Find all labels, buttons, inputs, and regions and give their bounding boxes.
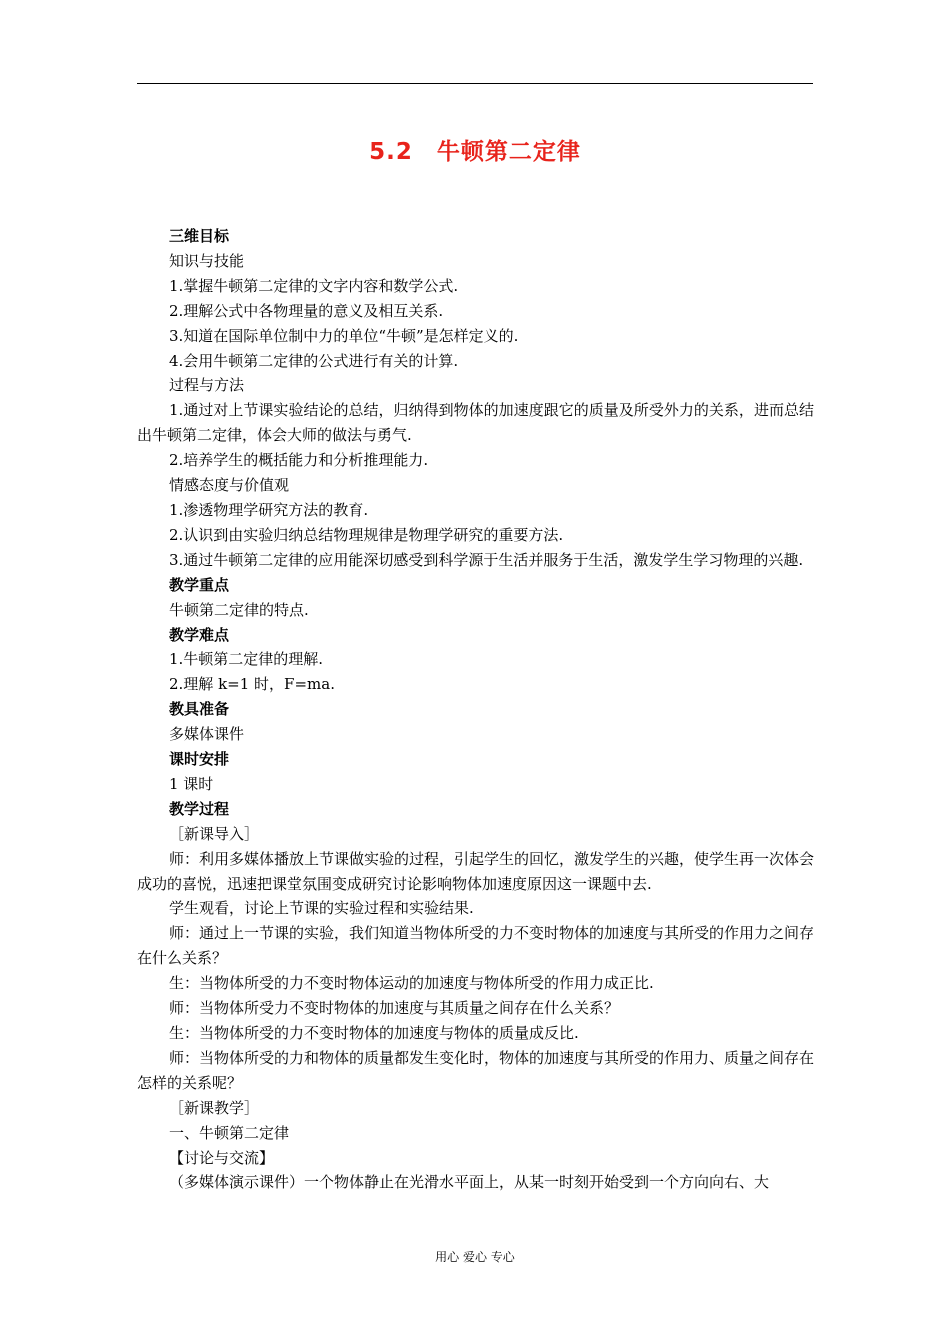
header-rule <box>137 83 813 84</box>
text-line: 多媒体课件 <box>169 725 245 744</box>
text-line: 1 课时 <box>169 774 214 793</box>
section-heading: 课时安排 <box>169 750 230 769</box>
text-line: 牛顿第二定律的特点. <box>169 600 309 619</box>
paragraph: 1.通过对上节课实验结论的总结，归纳得到物体的加速度跟它的质量及所受外力的关系，进而总结出牛顿第二定律，体会大师的做法与勇气. <box>137 401 814 445</box>
paragraph: 师：通过上一节课的实验，我们知道当物体所受的力不变时物体的加速度与其所受的作用力之间存在什么关系？ <box>137 924 815 968</box>
text-line: 生：当物体所受的力不变时物体的加速度与物体的质量成反比. <box>169 1024 579 1042</box>
document-body <box>137 224 814 1195</box>
page-footer: 用心 爱心 专心 <box>435 1250 515 1264</box>
paragraph: 3.通过牛顿第二定律的应用能深切感受到科学源于生活并服务于生活，激发学生学习物理的兴趣. <box>169 550 804 569</box>
text-line: 1.掌握牛顿第二定律的文字内容和数学公式. <box>169 276 459 295</box>
section-heading: 教学重点 <box>169 575 230 594</box>
text-line: ［新课教学］ <box>169 1098 260 1117</box>
text-line: 知识与技能 <box>169 251 245 270</box>
text-line: 2.理解公式中各物理量的意义及相互关系. <box>169 301 444 320</box>
text-line: ［新课导入］ <box>169 824 260 843</box>
section-heading: 教具准备 <box>169 700 230 719</box>
paragraph: 师：利用多媒体播放上节课做实验的过程，引起学生的回忆，激发学生的兴趣，使学生再一次体会成功的喜悦，迅速把课堂氛围变成研究讨论影响物体加速度原因这一课题中去. <box>137 849 815 893</box>
paragraph: 师：当物体所受的力和物体的质量都发生变化时，物体的加速度与其所受的作用力、质量之间存在怎样的关系呢？ <box>137 1048 815 1092</box>
text-line: 4.会用牛顿第二定律的公式进行有关的计算. <box>169 351 459 370</box>
text-line: 【讨论与交流】 <box>169 1148 275 1167</box>
text-line: 情感态度与价值观 <box>169 476 290 495</box>
text-line: （多媒体演示课件）一个物体静止在光滑水平面上，从某一时刻开始受到一个方向向右、大 <box>169 1173 770 1192</box>
text-line: 学生观看，讨论上节课的实验过程和实验结果. <box>169 899 474 918</box>
text-line: 1.牛顿第二定律的理解. <box>169 650 324 669</box>
text-line: 2.培养学生的概括能力和分析推理能力. <box>169 451 429 470</box>
text-line: 2.理解 k=1 时，F=ma. <box>169 675 335 694</box>
text-line: 过程与方法 <box>169 376 245 395</box>
text-line: 生：当物体所受的力不变时物体运动的加速度与物体所受的作用力成正比. <box>169 974 654 993</box>
page-title: 5.2 牛顿第二定律 <box>369 139 581 165</box>
text-line: 一、牛顿第二定律 <box>169 1123 290 1142</box>
text-line: 3.知道在国际单位制中力的单位“牛顿”是怎样定义的. <box>169 326 519 345</box>
section-heading: 三维目标 <box>169 227 230 245</box>
text-line: 1.渗透物理学研究方法的教育. <box>169 500 369 519</box>
text-line: 2.认识到由实验归纳总结物理规律是物理学研究的重要方法. <box>169 525 564 544</box>
section-heading: 教学难点 <box>169 625 230 644</box>
section-heading: 教学过程 <box>169 799 230 818</box>
text-line: 师：当物体所受力不变时物体的加速度与其质量之间存在什么关系？ <box>169 999 620 1018</box>
